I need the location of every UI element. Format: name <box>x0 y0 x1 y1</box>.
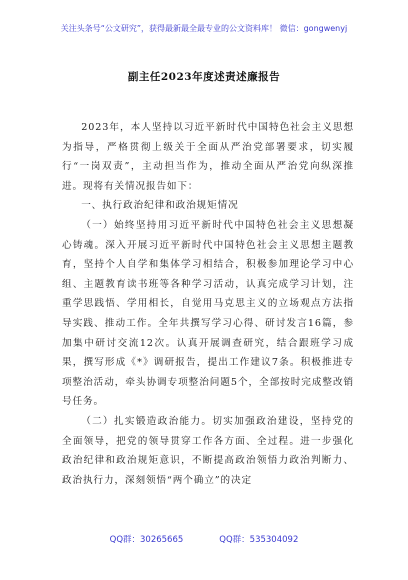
document-body <box>62 118 354 490</box>
top-promo-banner: 关注头条号“公文研究”，获得最新最全最专业的公文资料库！ 微信：gongwenyj <box>60 24 348 33</box>
body-paragraph: （一）始终坚持用习近平新时代中国特色社会主义思想凝心铸魂。深入开展习近平新时代中国特色社会主义思想主题教育，坚持个人自学和集体学习相结合，积极参加理论学习中心组、主题教育读书班等各种学习活动，认真完成学习计划，注重学思践悟、学用相长，自觉用马克思主义的立场观点方法指导实践、推动工作。全年共撰写学习心得、研讨发言16篇，参加集中研讨交流12次。认真开展调查研究，结合跟班学习成果，撰写形成《*》调研报告，提出工作建议7条。积极推进专项整治活动，牵头协调专项整治问题5个，全部按时完成整改销号任务。 <box>62 219 354 408</box>
body-paragraph: （二）扎实锻造政治能力。切实加强政治建设，坚持党的全面领导，把党的领导贯穿工作各方面、全过程。进一步强化政治纪律和政治规矩意识，不断提高政治领悟力政治判断力、政治执行力，深刻领悟“两个确立”的决定 <box>62 415 354 486</box>
body-paragraph-intro: 2023年，本人坚持以习近平新时代中国特色社会主义思想为指导，严格贯彻上级关于全面从严治党部署要求，切实履行“一岗双责”，主动担当作为，推动全面从严治党向纵深推进。现将有关情况报告如下： <box>62 122 354 192</box>
qq-group-2: QQ群：535304092 <box>219 535 299 545</box>
section-heading: 一、执行政治纪律和政治规矩情况 <box>81 200 239 212</box>
qq-group-1: QQ群：30265665 <box>109 535 184 545</box>
bottom-qq-banner <box>0 535 408 545</box>
document-title: 副主任2023年度述责述廉报告 <box>127 71 281 83</box>
